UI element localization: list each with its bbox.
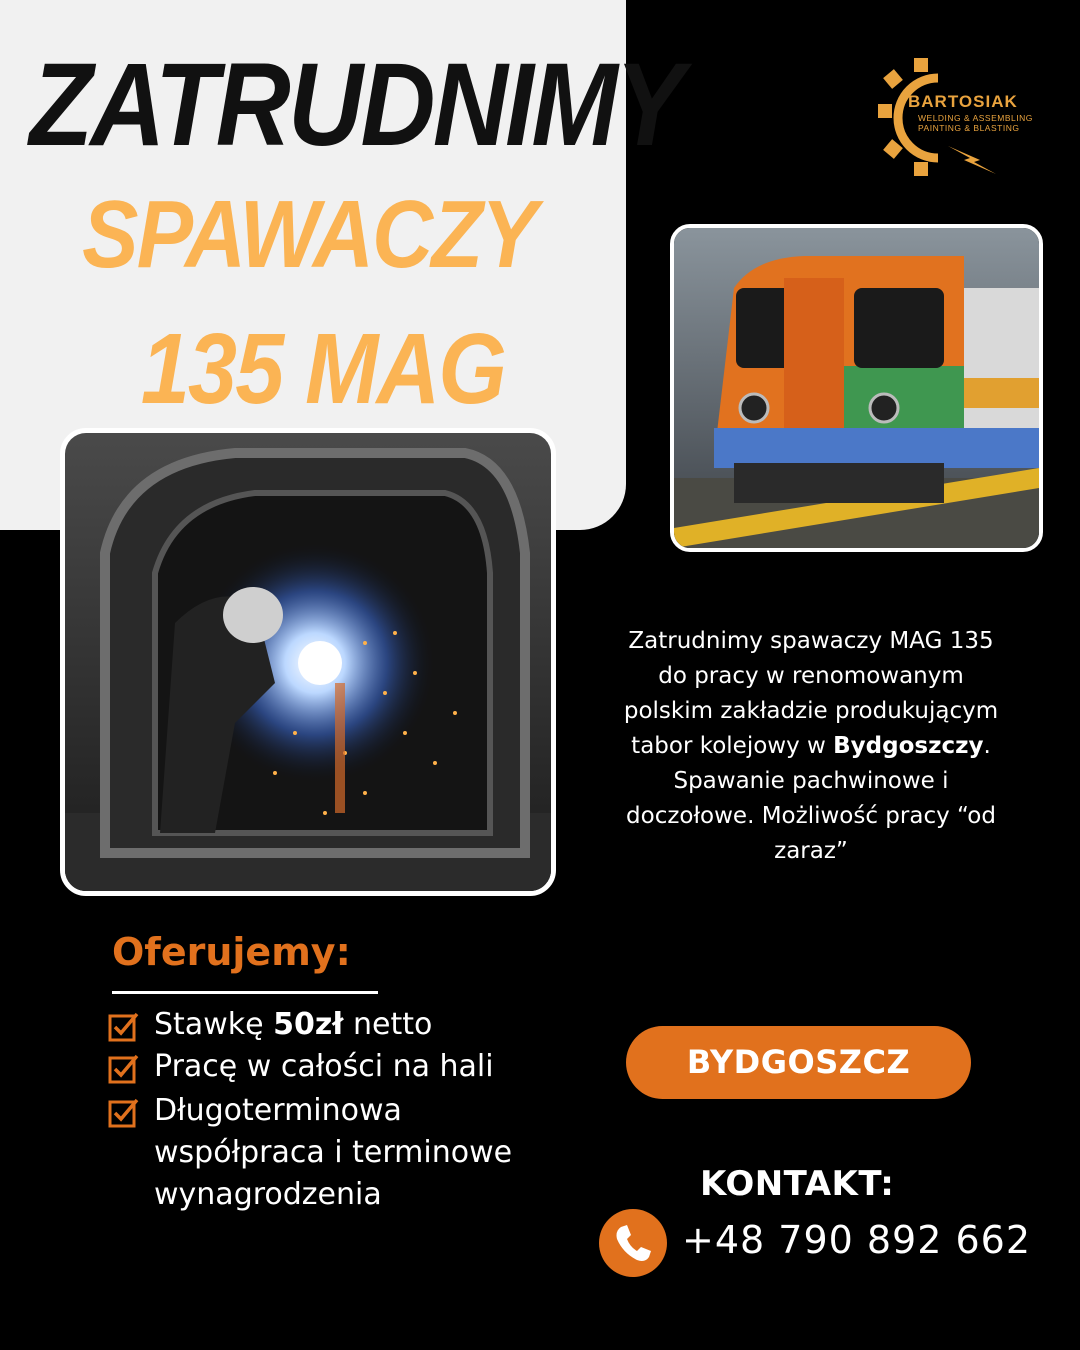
headline-hiring: ZATRUDNIMY xyxy=(29,39,682,171)
checkbox-icon xyxy=(108,1052,140,1084)
offer-item-rate: Stawkę 50zł netto xyxy=(108,1004,578,1046)
offer-list xyxy=(108,1004,578,1216)
train-photo xyxy=(670,224,1043,552)
phone-icon xyxy=(599,1209,667,1277)
offer-item-hall: Pracę w całości na hali xyxy=(108,1046,578,1088)
checkbox-icon xyxy=(108,1096,140,1128)
offer-divider xyxy=(112,991,378,994)
headline-welders: SPAWACZY xyxy=(82,181,536,288)
offer-item-longterm: Długoterminowa współpraca i terminowe wynagrodzenia xyxy=(108,1090,578,1216)
phone-button[interactable] xyxy=(599,1209,667,1277)
job-description: Zatrudnimy spawaczy MAG 135 do pracy w renomowanym polskim zakładzie produkującym tabor kolejowy w Bydgoszczy. Spawanie pachwinowe i doczołowe. Możliwość pracy “od zaraz” xyxy=(623,628,999,864)
location-button[interactable]: BYDGOSZCZ xyxy=(626,1026,971,1099)
description-city: Bydgoszczy xyxy=(833,733,984,759)
offer-heading: Oferujemy: xyxy=(112,930,351,974)
contact-label: KONTAKT: xyxy=(700,1164,895,1204)
headline-method: 135 MAG xyxy=(140,313,506,425)
logo-tagline: WELDING & ASSEMBLING PAINTING & BLASTING xyxy=(918,113,1033,133)
phone-number[interactable]: +48 790 892 662 xyxy=(682,1218,1032,1262)
checkbox-icon xyxy=(108,1010,140,1042)
lightning-icon xyxy=(948,146,996,174)
company-logo xyxy=(878,58,1038,176)
welder-photo xyxy=(60,428,556,896)
logo-name: BARTOSIAK xyxy=(908,92,1018,111)
